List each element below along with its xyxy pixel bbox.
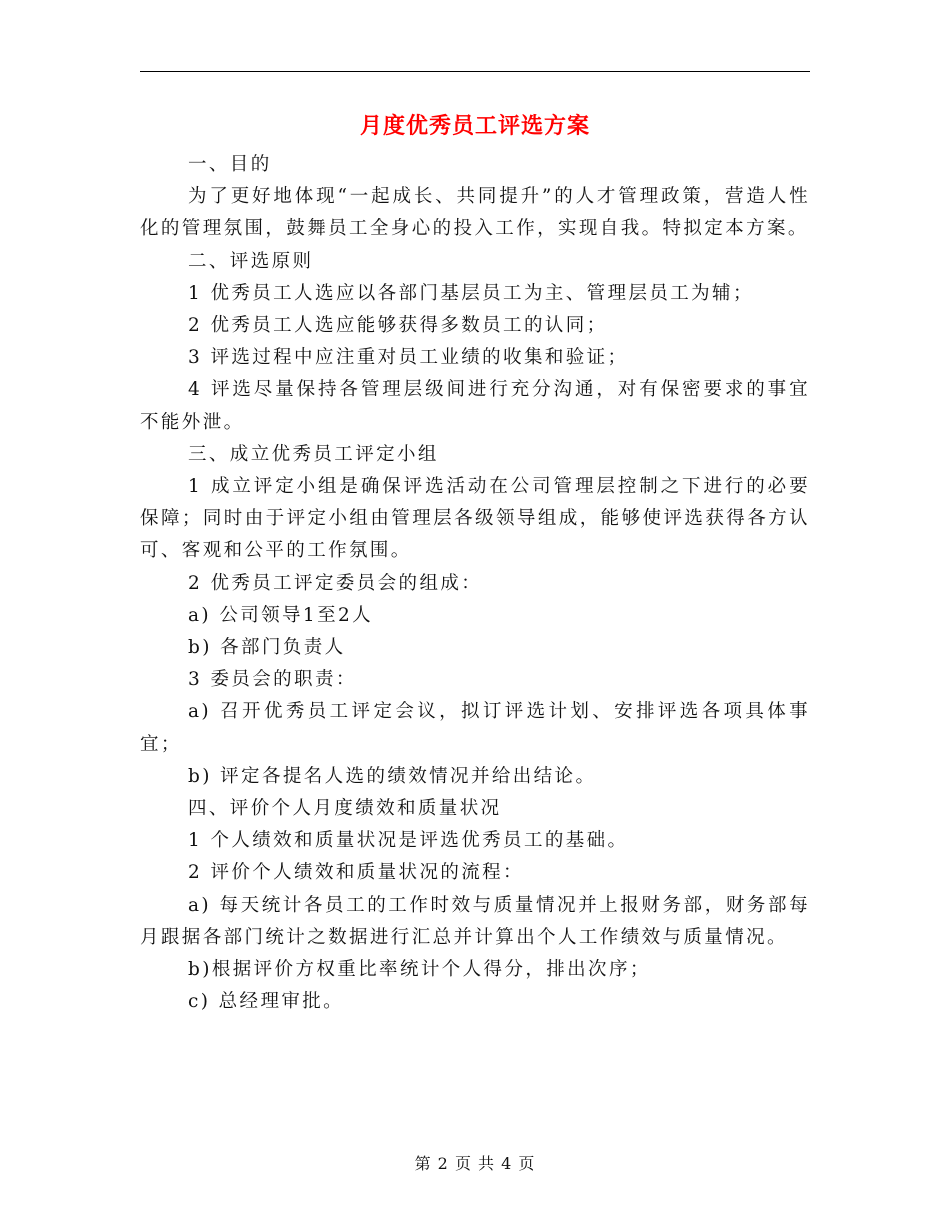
duty-subitem-a: a) 召开优秀员工评定会议，拟订评选计划、安排评选各项具体事宜； bbox=[140, 701, 810, 755]
document-body bbox=[140, 149, 810, 1018]
committee-item-3: 3 委员会的职责： bbox=[188, 669, 357, 691]
process-subitem-c: c) 总经理审批。 bbox=[188, 991, 345, 1013]
duty-subitem-b: b) 评定各提名人选的绩效情况并给出结论。 bbox=[188, 765, 597, 787]
heading-purpose: 一、目的 bbox=[188, 154, 272, 175]
principle-item-3: 3 评选过程中应注重对员工业绩的收集和验证； bbox=[188, 347, 629, 369]
paragraph-purpose: 为了更好地体现“一起成长、共同提升”的人才管理政策，营造人性化的管理氛围，鼓舞员工全身心的投入工作，实现自我。特拟定本方案。 bbox=[140, 186, 810, 240]
heading-principles: 二、评选原则 bbox=[188, 250, 314, 272]
process-subitem-a: a) 每天统计各员工的工作时效与质量情况并上报财务部，财务部每月跟据各部门统计之数据进行汇总并计算出个人工作绩效与质量情况。 bbox=[140, 894, 810, 948]
committee-item-2: 2 优秀员工评定委员会的组成： bbox=[188, 572, 483, 594]
committee-item-1: 1 成立评定小组是确保评选活动在公司管理层控制之下进行的必要保障；同时由于评定小组由管理层各级领导组成，能够使评选获得各方认可、客观和公平的工作氛围。 bbox=[140, 476, 810, 562]
page-number: 第 2 页 共 4 页 bbox=[414, 1154, 536, 1173]
heading-committee: 三、成立优秀员工评定小组 bbox=[188, 443, 439, 465]
principle-item-4: 4 评选尽量保持各管理层级间进行充分沟通，对有保密要求的事宜不能外泄。 bbox=[140, 379, 810, 433]
committee-subitem-b: b) 各部门负责人 bbox=[188, 637, 346, 659]
principle-item-1: 1 优秀员工人选应以各部门基层员工为主、管理层员工为辅； bbox=[188, 282, 754, 304]
header-rule bbox=[140, 71, 810, 72]
evaluation-item-2: 2 评价个人绩效和质量状况的流程： bbox=[188, 862, 524, 884]
principle-item-2: 2 优秀员工人选应能够获得多数员工的认同； bbox=[188, 315, 608, 337]
evaluation-item-1: 1 个人绩效和质量状况是评选优秀员工的基础。 bbox=[188, 830, 629, 852]
heading-evaluation: 四、评价个人月度绩效和质量状况 bbox=[188, 798, 502, 820]
process-subitem-b: b)根据评价方权重比率统计个人得分，排出次序； bbox=[188, 959, 651, 981]
committee-subitem-a: a) 公司领导1至2人 bbox=[188, 604, 374, 626]
document-title: 月度优秀员工评选方案 bbox=[359, 113, 590, 139]
